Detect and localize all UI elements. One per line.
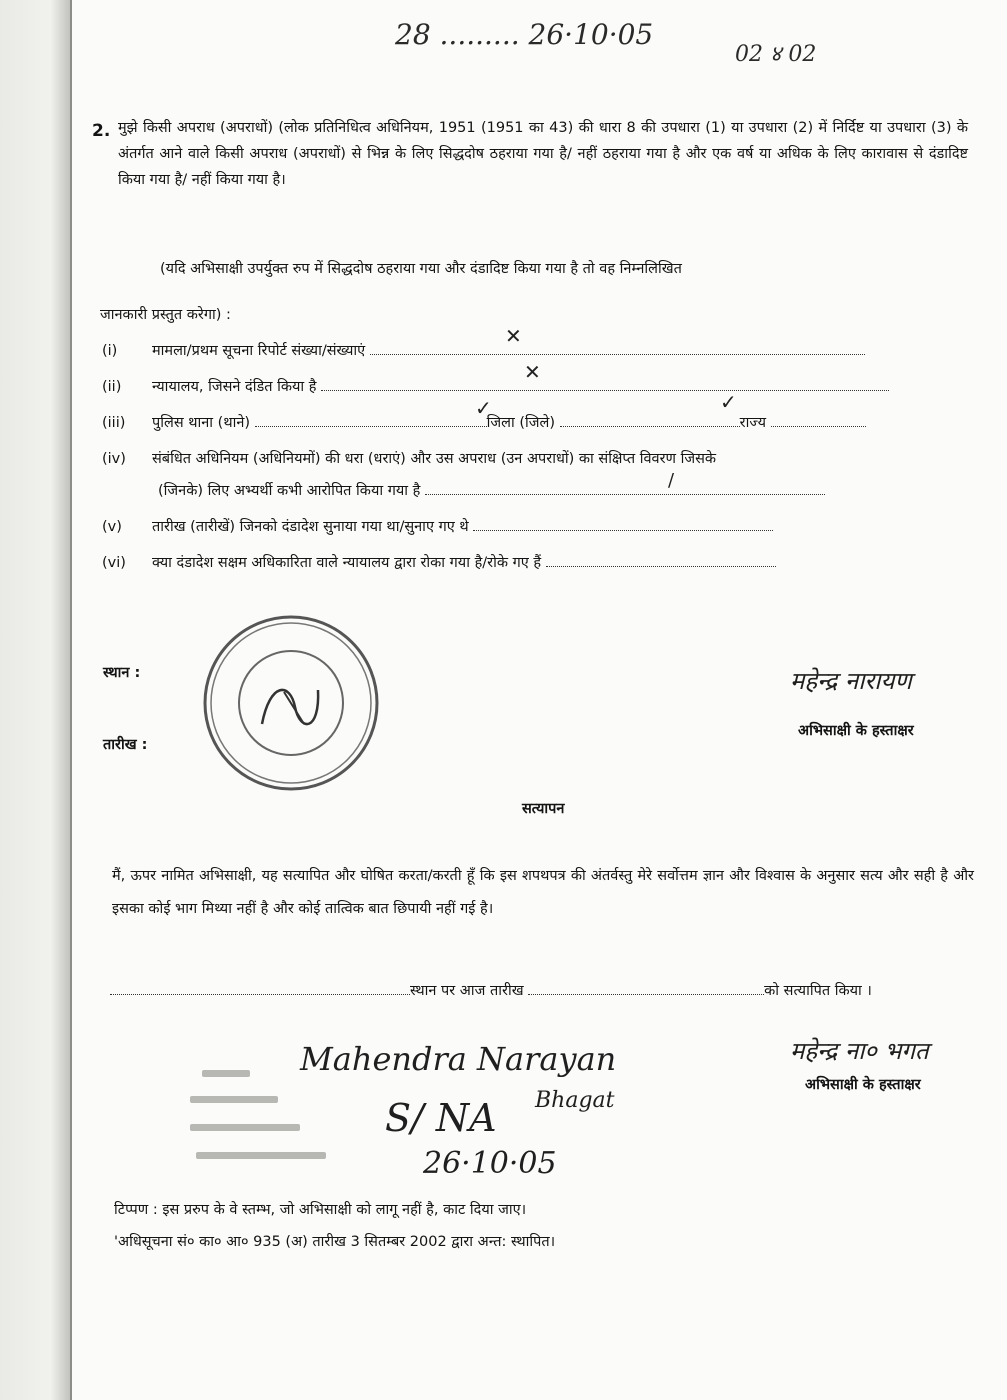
item-i xyxy=(102,340,865,360)
faded-seal-line xyxy=(196,1152,326,1159)
deponent-signature-label-1: अभिसाक्षी के हस्ताक्षर xyxy=(798,723,914,739)
date-label: तारीख : xyxy=(103,737,148,753)
item-iv-num: (iv) xyxy=(102,451,126,467)
strike-mark: ✕ xyxy=(524,360,541,384)
deponent-signature-2: महेन्द्र ना० भगत xyxy=(790,1037,929,1065)
item-vi-num: (vi) xyxy=(102,555,126,571)
item-ii-blank xyxy=(321,378,889,391)
verification-place-date-line xyxy=(110,980,872,1000)
faded-seal-line xyxy=(202,1070,250,1077)
footer-notification: 'अधिसूचना सं० का० आ० 935 (अ) तारीख 3 सितम्बर 2002 द्वारा अन्त: स्थापित। xyxy=(114,1234,556,1250)
item-iii-label: पुलिस थाना (थाने) xyxy=(152,415,251,431)
item-v-blank xyxy=(473,518,773,531)
item-iv-label-cont: (जिनके) लिए अभ्यर्थी कभी आरोपित किया गया है xyxy=(158,483,421,499)
item-iii-blank-3 xyxy=(771,414,866,427)
place-date-mid: स्थान पर आज तारीख xyxy=(410,983,524,999)
item-iv-cont xyxy=(158,480,825,500)
verification-heading: सत्यापन xyxy=(522,801,565,817)
strike-mark: ✓ xyxy=(475,396,492,420)
item-v xyxy=(102,516,773,536)
place-date-end: को सत्यापित किया । xyxy=(764,983,872,999)
attestor-name-line2: Bhagat xyxy=(535,1088,615,1113)
page-edge xyxy=(70,0,72,1400)
item-iii-district-label: जिला (जिले) xyxy=(486,415,556,431)
attestor-initials: S/ NA xyxy=(385,1096,497,1140)
item-v-label: तारीख (तारीखें) जिनको दंडादेश सुनाया गया था/सुनाए गए थे xyxy=(152,519,469,535)
faded-seal-line xyxy=(190,1096,278,1103)
faded-seal-line xyxy=(190,1124,300,1131)
deponent-signature-label-2: अभिसाक्षी के हस्ताक्षर xyxy=(805,1077,921,1093)
item-vi xyxy=(102,552,776,572)
item-i-blank xyxy=(370,342,865,355)
item-ii-num: (ii) xyxy=(102,379,122,395)
item-iv xyxy=(102,448,716,468)
footer-note: टिप्पण : इस प्ररुप के वे स्तम्भ, जो अभिसाक्षी को लागू नहीं है, काट दिया जाए। xyxy=(114,1202,527,1218)
verification-text: मैं, ऊपर नामित अभिसाक्षी, यह सत्यापित और घोषित करता/करती हूँ कि इस शपथपत्र की अंतर्वस्तु मेरे सर्वोत्तम ज्ञान और विश्वास के अनुसार सत्य और सही है और इसका कोई भाग मिथ्या नहीं है और कोई तात्विक बात छिपायी नहीं गई है। xyxy=(112,868,974,917)
item-v-num: (v) xyxy=(102,519,122,535)
item-vi-blank xyxy=(546,554,776,567)
item-i-num: (i) xyxy=(102,343,118,359)
para-number: 2. xyxy=(92,121,111,141)
item-ii xyxy=(102,376,889,396)
para2-text: मुझे किसी अपराध (अपराधों) (लोक प्रतिनिधित्व अधिनियम, 1951 (1951 का 43) की धारा 8 की उपधारा (1) या उपधारा (2) में निर्दिष्ट या उपधारा (3) के अंतर्गत आने वाले किसी अपराध (अपराधों) से भिन्न के लिए सिद्धदोष ठहराया गया है/ नहीं ठहराया गया है और एक वर्ष या अधिक के लिए कारावास से दंडादिष्ट किया गया है/ नहीं किया गया है। xyxy=(118,120,968,188)
adjacent-page-strip xyxy=(0,0,72,1400)
date-blank xyxy=(528,982,764,995)
item-iv-label: संबंधित अधिनियम (अधिनियमों) की धरा (धराएं) और उस अपराध (उन अपराधों) का संक्षिप्त विवरण जिसके xyxy=(152,451,717,467)
deponent-signature-1: महेन्द्र नारायण xyxy=(790,667,912,695)
item-iii-blank-2 xyxy=(560,414,740,427)
attestor-date: 26·10·05 xyxy=(423,1146,557,1181)
handwritten-file-number: 28 ......... 26·10·05 xyxy=(395,18,654,51)
strike-mark: / xyxy=(668,470,675,491)
item-iii-num: (iii) xyxy=(102,415,126,431)
item-ii-label: न्यायालय, जिसने दंडित किया है xyxy=(152,379,317,395)
item-iii-state-label: राज्य xyxy=(739,415,767,431)
handwritten-right-note: 02 ४ 02 xyxy=(735,42,817,67)
place-label: स्थान : xyxy=(103,665,141,681)
item-vi-label: क्या दंडादेश सक्षम अधिकारिता वाले न्यायालय द्वारा रोका गया है/रोके गए हैं xyxy=(152,555,542,571)
item-i-label: मामला/प्रथम सूचना रिपोर्ट संख्या/संख्याएं xyxy=(152,343,366,359)
subnote-line1: (यदि अभिसाक्षी उपर्युक्त रुप में सिद्धदोष ठहराया गया और दंडादिष्ट किया गया है तो वह निम्नलिखित xyxy=(160,261,682,277)
official-stamp xyxy=(200,612,382,794)
place-blank xyxy=(110,982,410,995)
strike-mark: ✓ xyxy=(720,390,737,414)
item-iii-blank-1 xyxy=(255,414,487,427)
strike-mark: ✕ xyxy=(505,324,522,348)
attestor-name-line1: Mahendra Narayan xyxy=(300,1040,617,1078)
item-iv-blank xyxy=(425,482,825,495)
subnote-line2: जानकारी प्रस्तुत करेगा) : xyxy=(100,307,231,323)
